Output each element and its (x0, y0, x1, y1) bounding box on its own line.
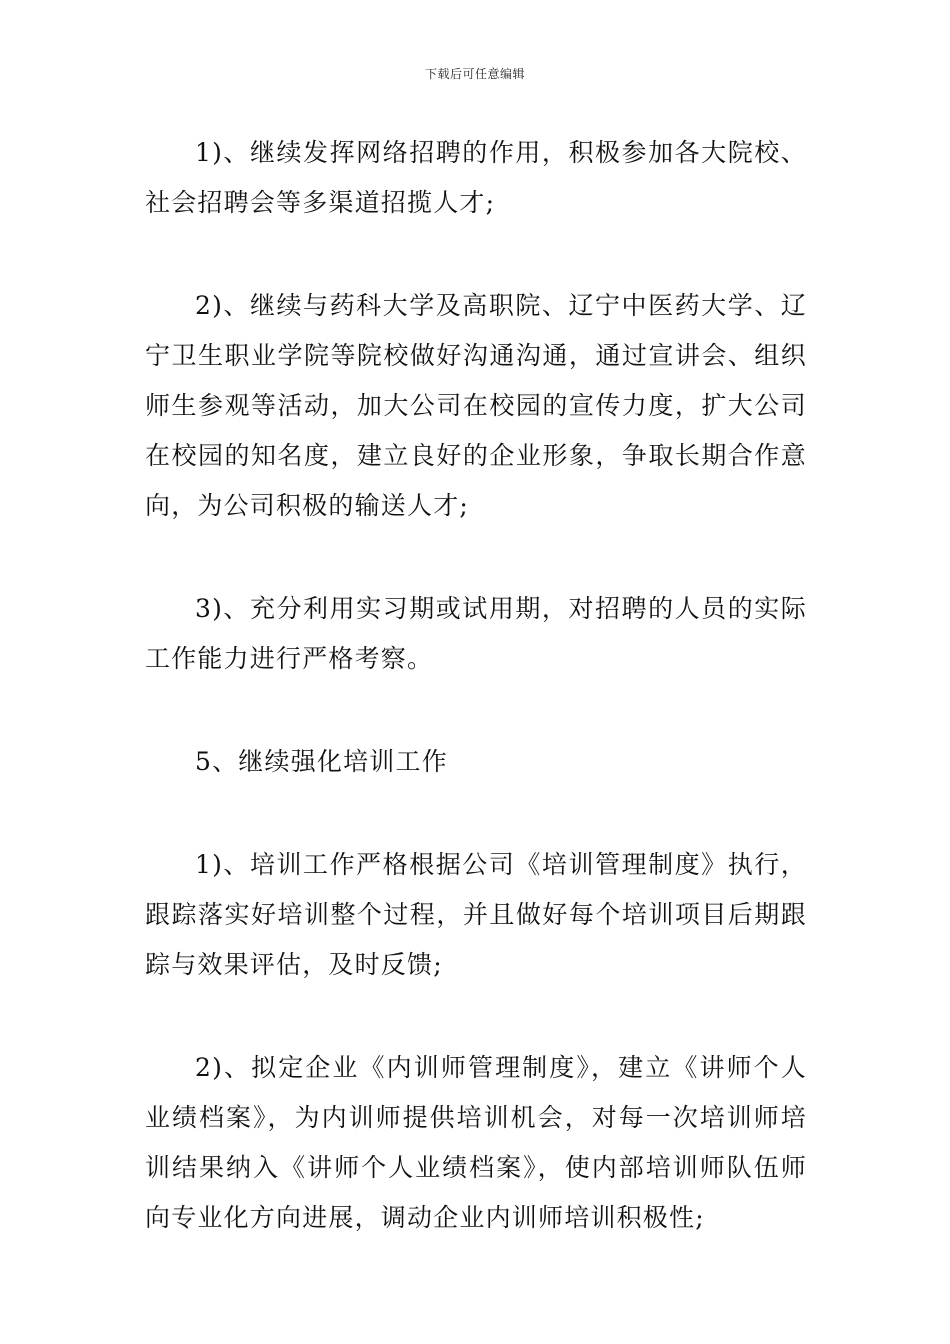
paragraph-recruitment-channels: 1)、继续发挥网络招聘的作用，积极参加各大院校、社会招聘会等多渠道招揽人才; (145, 138, 807, 217)
paragraph-probation-assessment: 3)、充分利用实习期或试用期，对招聘的人员的实际工作能力进行严格考察。 (145, 594, 807, 673)
paragraph-internal-trainers: 2)、拟定企业《内训师管理制度》，建立《讲师个人业绩档案》，为内训师提供培训机会，对每一次培训师培训结果纳入《讲师个人业绩档案》，使内部培训师队伍师向专业化方向进展，调动企业内训师培训积极性; (145, 1053, 807, 1232)
paragraph-campus-cooperation: 2)、继续与药科大学及高职院、辽宁中医药大学、辽宁卫生职业学院等院校做好沟通沟通，通过宣讲会、组织师生参观等活动，加大公司在校园的宣传力度，扩大公司在校园的知名度，建立良好的企业形象，争取长期合作意向，为公司积极的输送人才; (145, 291, 807, 520)
section-heading-training: 5、继续强化培训工作 (195, 747, 448, 776)
header-note: 下载后可任意编辑 (424, 67, 525, 81)
paragraph-training-management: 1)、培训工作严格根据公司《培训管理制度》执行，跟踪落实好培训整个过程，并且做好每个培训项目后期跟踪与效果评估，及时反馈; (145, 850, 807, 979)
document-body (145, 128, 807, 1296)
